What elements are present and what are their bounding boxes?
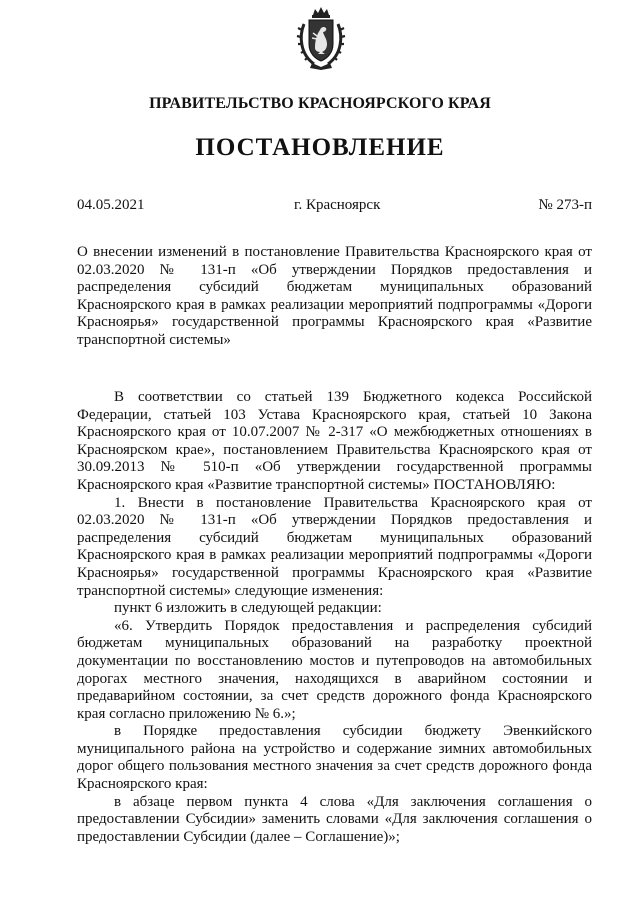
document-date: 04.05.2021 bbox=[77, 197, 145, 213]
document-city: г. Красноярск bbox=[294, 197, 381, 213]
coat-of-arms-emblem bbox=[296, 6, 346, 70]
document-number: № 273-п bbox=[538, 197, 592, 213]
document-meta-row bbox=[77, 197, 592, 217]
document-body bbox=[77, 389, 592, 846]
body-paragraph-preamble: В соответствии со статьей 139 Бюджетного кодекса Российской Федерации, статьей 103 Устава Красноярского края, статьей 10 Закона Красноярского края от 10.07.2007 № 2-317 «О межбюджетных отношениях в Красноярском крае», постановлением Правительства Красноярского края от 30.09.2013 № 510-п «Об утверждении государственной программы Красноярского края «Развитие транспортной системы» ПОСТАНОВЛЯЮ: bbox=[77, 389, 592, 493]
body-paragraph-point-6-text: «6. Утвердить Порядок предоставления и распределения субсидий бюджетам муниципальных образований на разработку проектной документации по восстановлению мостов и путепроводов на автомобильных дорогах местного значения, находящихся в аварийном состоянии и предаварийном состоянии, за счет средств дорожного фонда Красноярского края согласно приложению № 6.»; bbox=[77, 617, 592, 722]
body-paragraph-item-1: 1. Внести в постановление Правительства Красноярского края от 02.03.2020 № 131-п «Об утверждении Порядков предоставления и распределения субсидий бюджетам муниципальных образований Красноярского края в рамках реализации мероприятий подпрограммы «Дороги Красноярья» государственной программы Красноярского края «Развитие транспортной системы» следующие изменения: bbox=[77, 494, 592, 599]
document-type-title: ПОСТАНОВЛЕНИЕ bbox=[195, 134, 445, 161]
document-subject: О внесении изменений в постановление Правительства Красноярского края от 02.03.2020 № 131-п «Об утверждении Порядков предоставления и распределения субсидий бюджетам муниципальных образований Красноярского края в рамках реализации мероприятий подпрограммы «Дороги Красноярья» государственной программы Красноярского края «Развитие транспортной системы» bbox=[77, 244, 592, 348]
government-title: ПРАВИТЕЛЬСТВО КРАСНОЯРСКОГО КРАЯ bbox=[149, 95, 491, 112]
body-paragraph-clause-4: в абзаце первом пункта 4 слова «Для заключения соглашения о предоставлении Субсидии» заменить словами «Для заключения соглашения о предоставлении Субсидии (далее – Соглашение)»; bbox=[77, 793, 592, 845]
body-paragraph-point-6-intro: пункт 6 изложить в следующей редакции: bbox=[114, 600, 382, 617]
body-paragraph-evenki-procedure: в Порядке предоставления субсидии бюджету Эвенкийского муниципального района на устройство и содержание зимних автомобильных дорог общего пользования местного значения за счет средств дорожного фонда Красноярского края: bbox=[77, 723, 592, 793]
